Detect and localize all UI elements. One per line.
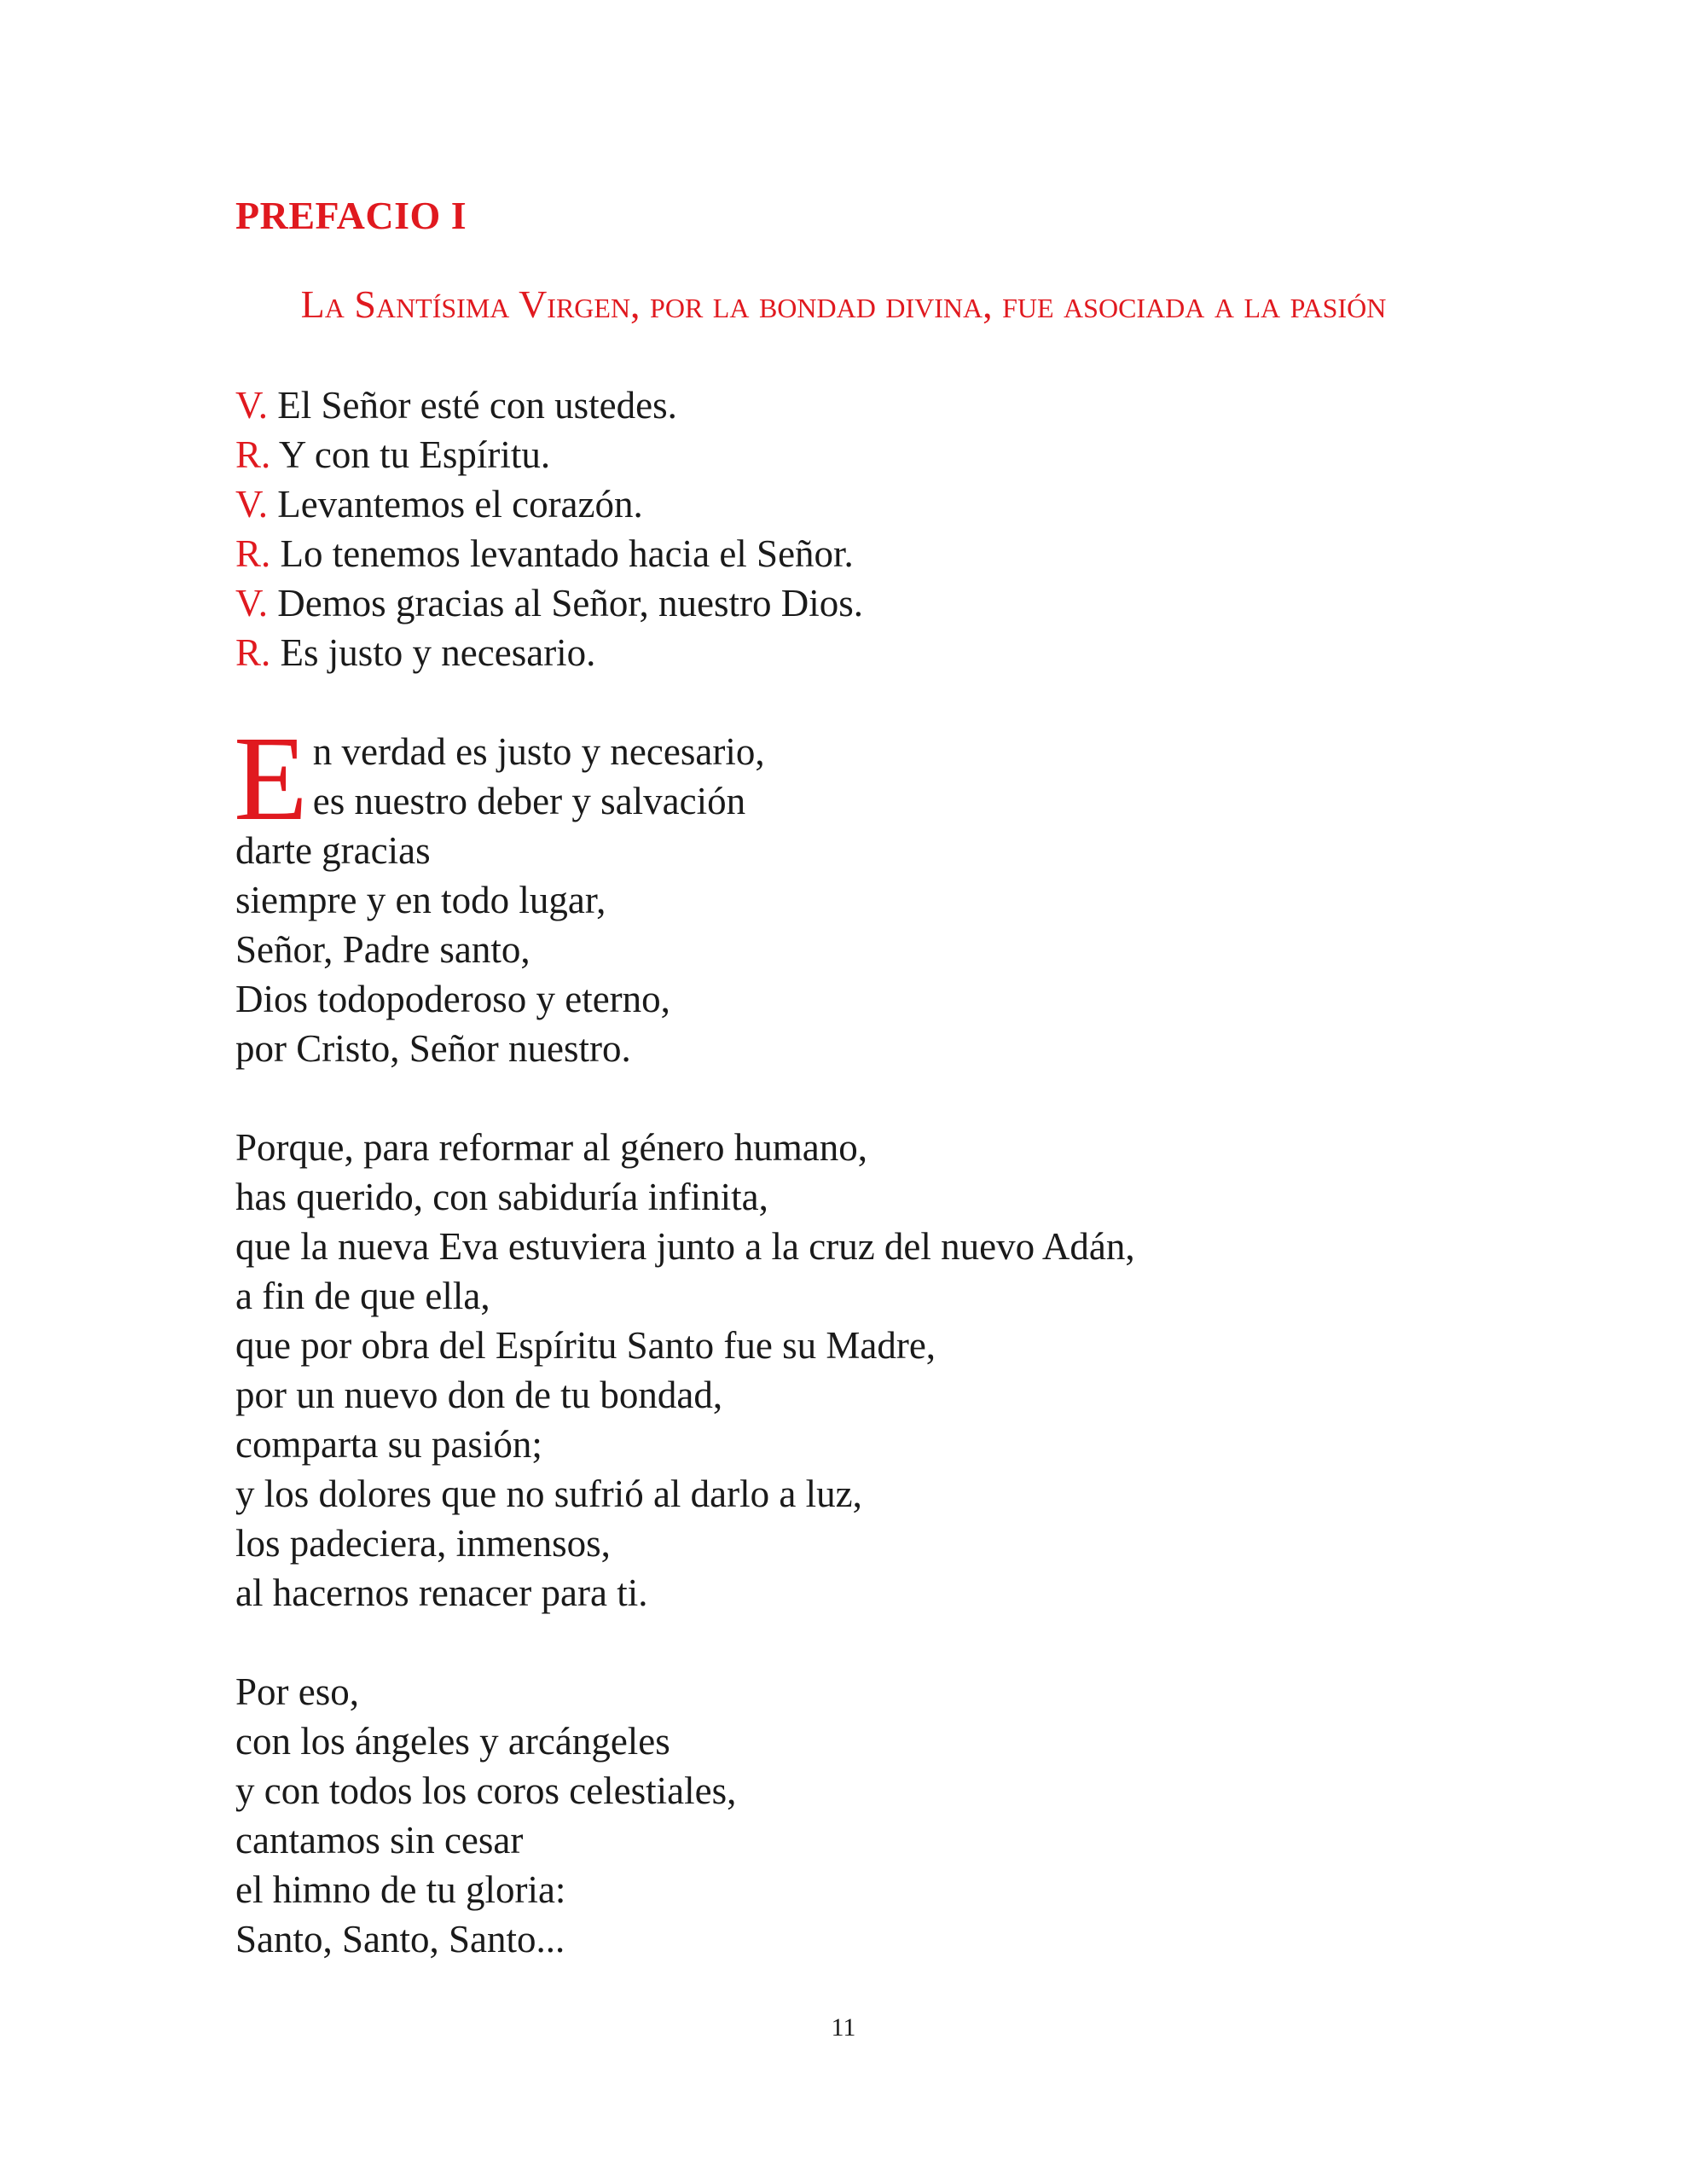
dialogue-line [235, 578, 863, 628]
dialogue-text: Lo tenemos levantado hacia el Señor. [270, 532, 854, 575]
text-line: el himno de tu gloria: [235, 1868, 566, 1911]
text-line: que la nueva Eva estuviera junto a la cruz del nuevo Adán, [235, 1225, 1135, 1268]
text-line: Santo, Santo, Santo... [235, 1918, 565, 1960]
text-line: siempre y en todo lugar, [235, 879, 606, 921]
response-marker: R. [235, 631, 271, 674]
text-line: que por obra del Espíritu Santo fue su Madre, [235, 1324, 936, 1367]
dialogue-line [235, 529, 863, 578]
text-line: cantamos sin cesar [235, 1819, 524, 1862]
text-line: Señor, Padre santo, [235, 928, 530, 971]
preface-title: PREFACIO I [235, 194, 467, 237]
dialogue-text: Demos gracias al Señor, nuestro Dios. [267, 582, 864, 624]
response-marker: R. [235, 433, 271, 476]
drop-cap: E [234, 711, 308, 845]
dialogue-line [235, 479, 863, 529]
dialogue-text: El Señor esté con ustedes. [267, 384, 677, 427]
text-line: has querido, con sabiduría infinita, [235, 1176, 768, 1218]
text-line: n verdad es justo y necesario, [312, 730, 765, 773]
preface-body [235, 1123, 1135, 1618]
text-line: Dios todopoderoso y eterno, [235, 978, 670, 1020]
dialogue-line [235, 380, 863, 430]
text-line: por Cristo, Señor nuestro. [235, 1027, 631, 1070]
text-line: Porque, para reformar al género humano, [235, 1126, 867, 1169]
text-line: y los dolores que no sufrió al darlo a luz, [235, 1472, 862, 1515]
text-line: por un nuevo don de tu bondad, [235, 1374, 723, 1416]
dialogue-text: Y con tu Espíritu. [270, 433, 551, 476]
preface-intro [234, 711, 765, 1073]
text-line: es nuestro deber y salvación [312, 780, 746, 822]
text-line: los padeciera, inmensos, [235, 1522, 611, 1565]
preface-conclusion [235, 1667, 736, 1964]
versicle-marker: V. [235, 483, 268, 526]
response-marker: R. [235, 532, 271, 575]
dialogue-list [235, 380, 863, 677]
text-line: a fin de que ella, [235, 1275, 490, 1317]
versicle-marker: V. [235, 582, 268, 624]
text-line: Por eso, [235, 1670, 359, 1713]
text-line: darte gracias [235, 829, 431, 872]
preface-subtitle: La Santísima Virgen, por la bondad divina, fue asociada a la pasión [300, 282, 1387, 326]
text-line: y con todos los coros celestiales, [235, 1769, 737, 1812]
text-line: comparta su pasión; [235, 1423, 542, 1466]
versicle-marker: V. [235, 384, 268, 427]
dialogue-text: Es justo y necesario. [270, 631, 596, 674]
dialogue-line [235, 628, 863, 677]
dialogue-text: Levantemos el corazón. [267, 483, 643, 526]
dialogue-line [235, 430, 863, 479]
text-line: con los ángeles y arcángeles [235, 1720, 670, 1763]
page-number: 11 [831, 2013, 856, 2042]
text-line: al hacernos renacer para ti. [235, 1571, 648, 1614]
